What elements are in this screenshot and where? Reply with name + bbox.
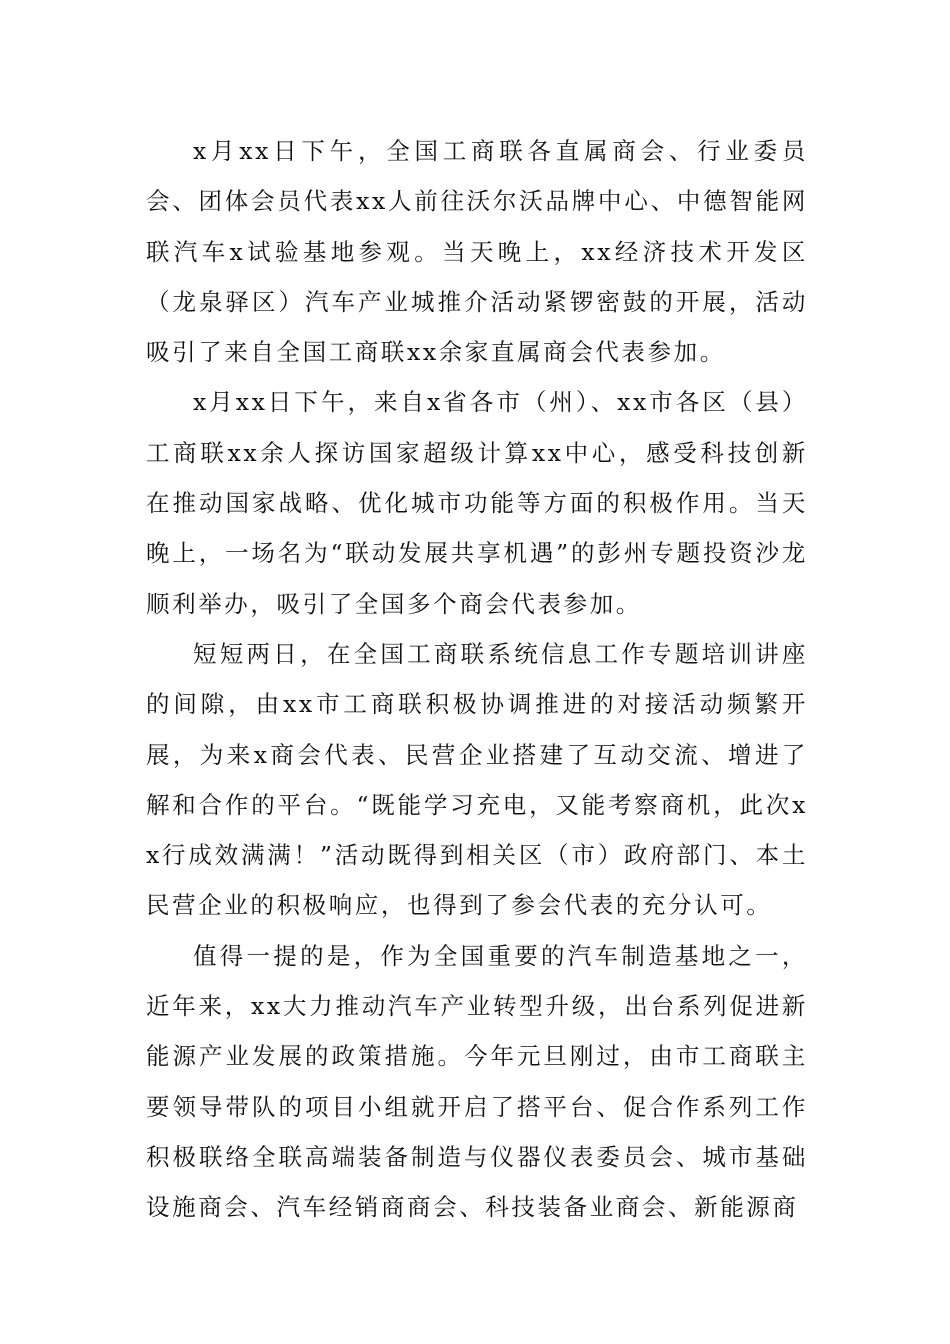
paragraph-3: 短短两日，在全国工商联系统信息工作专题培训讲座的间隙，由xx市工商联积极协调推进的对接活动频繁开展，为来x商会代表、民营企业搭建了互动交流、增进了解和合作的平台。“既能学习充电，又能考察商机，此次xx行成效满满！”活动既得到相关区（市）政府部门、本土民营企业的积极响应，也得到了参会代表的充分认可。 xyxy=(146,639,808,920)
paragraph-4: 值得一提的是，作为全国重要的汽车制造基地之一，近年来，xx大力推动汽车产业转型升级，出台系列促进新能源产业发展的政策措施。今年元旦刚过，由市工商联主要领导带队的项目小组就开启了搭平台、促合作系列工作积极联络全联高端装备制造与仪器仪表委员会、城市基础设施商会、汽车经销商商会、科技装备业商会、新能源商 xyxy=(146,941,808,1222)
paragraph-1: x月xx日下午，全国工商联各直属商会、行业委员会、团体会员代表xx人前往沃尔沃品牌中心、中德智能网联汽车x试验基地参观。当天晚上，xx经济技术开发区（龙泉驿区）汽车产业城推介活动紧锣密鼓的开展，活动吸引了来自全国工商联xx余家直属商会代表参加。 xyxy=(146,137,808,367)
document-body xyxy=(146,126,808,1233)
paragraph-2: x月xx日下午，来自x省各市（州）、xx市各区（县）工商联xx余人探访国家超级计算xx中心，感受科技创新在推动国家战略、优化城市功能等方面的积极作用。当天晚上，一场名为“联动发展共享机遇”的彭州专题投资沙龙顺利举办，吸引了全国多个商会代表参加。 xyxy=(146,388,808,618)
